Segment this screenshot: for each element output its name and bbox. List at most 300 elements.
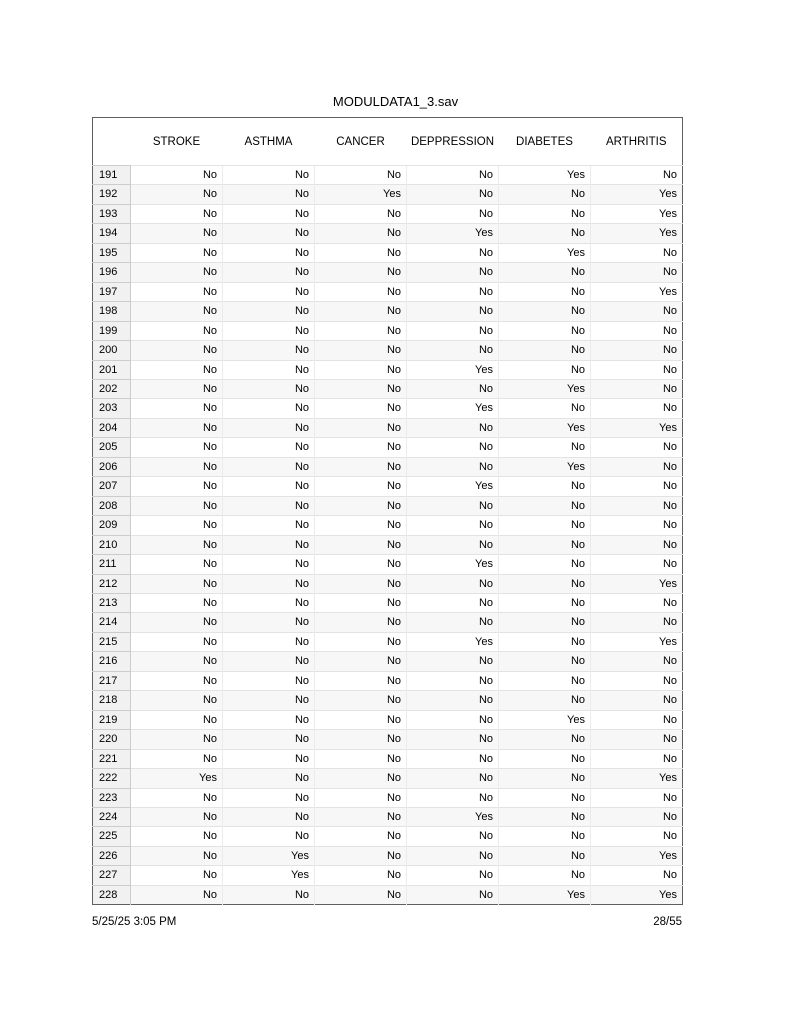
cell-value: No [223, 574, 315, 593]
cell-value: No [499, 613, 591, 632]
row-number: 198 [93, 302, 131, 321]
column-header-asthma: ASTHMA [223, 118, 315, 166]
table-row [93, 749, 683, 768]
table-row [93, 341, 683, 360]
cell-value: Yes [315, 185, 407, 204]
cell-value: No [499, 302, 591, 321]
row-number: 195 [93, 243, 131, 262]
row-number: 222 [93, 769, 131, 788]
cell-value: No [499, 769, 591, 788]
cell-value: No [223, 516, 315, 535]
cell-value: No [223, 807, 315, 826]
cell-value: No [315, 263, 407, 282]
cell-value: No [223, 632, 315, 651]
row-number: 199 [93, 321, 131, 340]
cell-value: No [223, 613, 315, 632]
cell-value: Yes [499, 243, 591, 262]
cell-value: No [223, 691, 315, 710]
cell-value: Yes [591, 282, 683, 301]
cell-value: No [223, 438, 315, 457]
cell-value: No [223, 827, 315, 846]
cell-value: No [131, 302, 223, 321]
cell-value: No [223, 788, 315, 807]
cell-value: No [131, 555, 223, 574]
cell-value: No [591, 243, 683, 262]
cell-value: No [315, 282, 407, 301]
cell-value: No [591, 613, 683, 632]
cell-value: No [315, 846, 407, 865]
cell-value: No [223, 341, 315, 360]
table-row [93, 496, 683, 515]
cell-value: No [131, 321, 223, 340]
cell-value: No [499, 516, 591, 535]
table-row [93, 438, 683, 457]
cell-value: Yes [499, 457, 591, 476]
table-row [93, 457, 683, 476]
cell-value: No [315, 885, 407, 904]
table-row [93, 846, 683, 865]
cell-value: No [591, 593, 683, 612]
cell-value: No [131, 827, 223, 846]
cell-value: No [131, 632, 223, 651]
cell-value: No [591, 866, 683, 885]
cell-value: No [407, 710, 499, 729]
row-number: 208 [93, 496, 131, 515]
cell-value: No [407, 827, 499, 846]
cell-value: No [131, 341, 223, 360]
table-row [93, 652, 683, 671]
table-row [93, 302, 683, 321]
row-number: 224 [93, 807, 131, 826]
cell-value: Yes [407, 399, 499, 418]
cell-value: Yes [591, 846, 683, 865]
cell-value: No [223, 243, 315, 262]
row-number: 212 [93, 574, 131, 593]
cell-value: No [315, 477, 407, 496]
cell-value: No [499, 477, 591, 496]
column-header-diabetes: DIABETES [499, 118, 591, 166]
cell-value: Yes [591, 204, 683, 223]
row-number: 225 [93, 827, 131, 846]
cell-value: No [131, 477, 223, 496]
cell-value: No [591, 477, 683, 496]
cell-value: No [131, 224, 223, 243]
cell-value: No [131, 438, 223, 457]
cell-value: No [499, 399, 591, 418]
cell-value: Yes [223, 846, 315, 865]
cell-value: No [591, 516, 683, 535]
table-row [93, 282, 683, 301]
cell-value: No [223, 166, 315, 185]
row-number: 193 [93, 204, 131, 223]
row-number: 209 [93, 516, 131, 535]
cell-value: No [591, 341, 683, 360]
cell-value: No [131, 243, 223, 262]
cell-value: No [223, 399, 315, 418]
table-row [93, 632, 683, 651]
cell-value: No [315, 652, 407, 671]
cell-value: No [591, 457, 683, 476]
row-number: 204 [93, 418, 131, 437]
cell-value: No [499, 749, 591, 768]
cell-value: No [131, 730, 223, 749]
cell-value: No [407, 263, 499, 282]
cell-value: No [407, 185, 499, 204]
cell-value: No [131, 399, 223, 418]
cell-value: No [315, 788, 407, 807]
cell-value: No [407, 788, 499, 807]
cell-value: No [407, 457, 499, 476]
cell-value: No [499, 263, 591, 282]
cell-value: No [131, 807, 223, 826]
cell-value: No [499, 535, 591, 554]
cell-value: No [407, 769, 499, 788]
cell-value: Yes [499, 379, 591, 398]
row-number: 223 [93, 788, 131, 807]
footer-timestamp: 5/25/25 3:05 PM [92, 916, 177, 928]
cell-value: No [131, 866, 223, 885]
cell-value: No [131, 166, 223, 185]
cell-value: No [315, 593, 407, 612]
cell-value: No [499, 652, 591, 671]
cell-value: Yes [223, 866, 315, 885]
cell-value: No [315, 807, 407, 826]
cell-value: No [591, 321, 683, 340]
cell-value: Yes [131, 769, 223, 788]
cell-value: No [407, 866, 499, 885]
cell-value: No [499, 788, 591, 807]
cell-value: No [315, 749, 407, 768]
cell-value: No [131, 613, 223, 632]
cell-value: No [591, 691, 683, 710]
row-number: 200 [93, 341, 131, 360]
cell-value: Yes [591, 632, 683, 651]
cell-value: No [591, 496, 683, 515]
cell-value: Yes [407, 360, 499, 379]
cell-value: No [591, 652, 683, 671]
table-row [93, 827, 683, 846]
cell-value: No [223, 885, 315, 904]
row-number: 203 [93, 399, 131, 418]
table-row [93, 574, 683, 593]
cell-value: No [499, 496, 591, 515]
cell-value: Yes [407, 477, 499, 496]
cell-value: No [315, 710, 407, 729]
table-row [93, 418, 683, 437]
cell-value: No [407, 243, 499, 262]
cell-value: No [131, 652, 223, 671]
cell-value: No [315, 438, 407, 457]
cell-value: No [591, 555, 683, 574]
cell-value: Yes [591, 574, 683, 593]
cell-value: No [131, 574, 223, 593]
row-number: 194 [93, 224, 131, 243]
cell-value: No [591, 263, 683, 282]
cell-value: No [131, 535, 223, 554]
header-row [93, 118, 683, 166]
cell-value: No [223, 593, 315, 612]
cell-value: No [315, 769, 407, 788]
cell-value: Yes [591, 185, 683, 204]
cell-value: No [131, 282, 223, 301]
table-row [93, 243, 683, 262]
cell-value: No [407, 496, 499, 515]
row-number: 201 [93, 360, 131, 379]
cell-value: No [407, 438, 499, 457]
cell-value: No [131, 788, 223, 807]
cell-value: No [499, 438, 591, 457]
cell-value: No [499, 807, 591, 826]
cell-value: No [591, 827, 683, 846]
cell-value: No [131, 749, 223, 768]
cell-value: No [591, 807, 683, 826]
row-number: 219 [93, 710, 131, 729]
cell-value: Yes [499, 418, 591, 437]
cell-value: No [499, 574, 591, 593]
cell-value: No [407, 593, 499, 612]
cell-value: No [407, 652, 499, 671]
cell-value: No [131, 516, 223, 535]
cell-value: No [499, 632, 591, 651]
cell-value: No [591, 379, 683, 398]
table-row [93, 360, 683, 379]
cell-value: Yes [591, 224, 683, 243]
cell-value: No [131, 360, 223, 379]
cell-value: No [315, 516, 407, 535]
cell-value: Yes [407, 224, 499, 243]
cell-value: No [223, 710, 315, 729]
table-row [93, 593, 683, 612]
row-number: 207 [93, 477, 131, 496]
cell-value: No [499, 204, 591, 223]
table-row [93, 788, 683, 807]
cell-value: No [591, 535, 683, 554]
cell-value: No [223, 769, 315, 788]
cell-value: No [315, 399, 407, 418]
cell-value: No [407, 885, 499, 904]
cell-value: No [131, 379, 223, 398]
column-header-stroke: STROKE [131, 118, 223, 166]
cell-value: No [315, 632, 407, 651]
cell-value: No [223, 496, 315, 515]
table-body [93, 166, 683, 905]
column-header-deppression: DEPPRESSION [407, 118, 499, 166]
row-number-column-header [93, 118, 131, 166]
cell-value: No [407, 846, 499, 865]
footer-page-number: 28/55 [653, 916, 682, 928]
table-row [93, 613, 683, 632]
cell-value: No [407, 321, 499, 340]
row-number: 226 [93, 846, 131, 865]
row-number: 218 [93, 691, 131, 710]
row-number: 206 [93, 457, 131, 476]
table-row [93, 185, 683, 204]
cell-value: No [315, 827, 407, 846]
cell-value: No [223, 204, 315, 223]
table-row [93, 555, 683, 574]
cell-value: No [315, 535, 407, 554]
cell-value: No [407, 379, 499, 398]
cell-value: No [407, 691, 499, 710]
cell-value: No [223, 321, 315, 340]
cell-value: No [591, 671, 683, 690]
row-number: 213 [93, 593, 131, 612]
cell-value: No [591, 730, 683, 749]
cell-value: No [499, 224, 591, 243]
data-table [92, 117, 683, 905]
table-row [93, 477, 683, 496]
cell-value: No [315, 730, 407, 749]
cell-value: No [499, 691, 591, 710]
table-row [93, 769, 683, 788]
cell-value: No [499, 360, 591, 379]
cell-value: Yes [499, 166, 591, 185]
cell-value: No [223, 185, 315, 204]
cell-value: Yes [499, 710, 591, 729]
cell-value: No [407, 341, 499, 360]
cell-value: No [591, 438, 683, 457]
cell-value: No [407, 749, 499, 768]
row-number: 205 [93, 438, 131, 457]
row-number: 192 [93, 185, 131, 204]
cell-value: No [591, 360, 683, 379]
table-row [93, 399, 683, 418]
cell-value: No [315, 418, 407, 437]
page-footer [92, 916, 682, 928]
row-number: 214 [93, 613, 131, 632]
cell-value: Yes [591, 885, 683, 904]
table-row [93, 204, 683, 223]
cell-value: No [591, 710, 683, 729]
cell-value: No [315, 166, 407, 185]
cell-value: No [407, 516, 499, 535]
row-number: 216 [93, 652, 131, 671]
cell-value: No [407, 302, 499, 321]
cell-value: No [131, 185, 223, 204]
cell-value: No [315, 555, 407, 574]
cell-value: No [131, 204, 223, 223]
cell-value: No [499, 555, 591, 574]
cell-value: No [223, 555, 315, 574]
cell-value: No [315, 321, 407, 340]
row-number: 220 [93, 730, 131, 749]
cell-value: No [499, 846, 591, 865]
cell-value: No [223, 652, 315, 671]
table-row [93, 321, 683, 340]
cell-value: No [499, 866, 591, 885]
row-number: 211 [93, 555, 131, 574]
cell-value: No [315, 613, 407, 632]
cell-value: No [315, 457, 407, 476]
cell-value: No [407, 671, 499, 690]
cell-value: No [499, 341, 591, 360]
cell-value: No [223, 360, 315, 379]
cell-value: No [223, 282, 315, 301]
cell-value: No [407, 204, 499, 223]
cell-value: No [315, 496, 407, 515]
table-row [93, 535, 683, 554]
row-number: 221 [93, 749, 131, 768]
cell-value: No [131, 885, 223, 904]
cell-value: No [407, 535, 499, 554]
table-row [93, 263, 683, 282]
table-row [93, 691, 683, 710]
row-number: 217 [93, 671, 131, 690]
cell-value: No [131, 496, 223, 515]
cell-value: No [223, 302, 315, 321]
cell-value: No [223, 535, 315, 554]
row-number: 191 [93, 166, 131, 185]
table-row [93, 866, 683, 885]
cell-value: No [315, 379, 407, 398]
cell-value: No [315, 360, 407, 379]
cell-value: No [407, 282, 499, 301]
cell-value: No [499, 730, 591, 749]
cell-value: No [131, 671, 223, 690]
cell-value: No [407, 418, 499, 437]
cell-value: Yes [591, 769, 683, 788]
row-number: 197 [93, 282, 131, 301]
row-number: 215 [93, 632, 131, 651]
cell-value: No [499, 671, 591, 690]
cell-value: No [315, 574, 407, 593]
cell-value: No [223, 379, 315, 398]
cell-value: No [499, 282, 591, 301]
table-row [93, 516, 683, 535]
cell-value: No [591, 302, 683, 321]
cell-value: No [315, 341, 407, 360]
cell-value: No [407, 574, 499, 593]
cell-value: Yes [591, 418, 683, 437]
row-number: 210 [93, 535, 131, 554]
table-row [93, 166, 683, 185]
table-row [93, 807, 683, 826]
cell-value: No [315, 243, 407, 262]
cell-value: No [223, 730, 315, 749]
cell-value: No [131, 418, 223, 437]
cell-value: No [315, 224, 407, 243]
cell-value: No [223, 671, 315, 690]
cell-value: No [499, 185, 591, 204]
cell-value: No [407, 730, 499, 749]
cell-value: No [223, 263, 315, 282]
table-row [93, 885, 683, 904]
cell-value: No [131, 263, 223, 282]
cell-value: No [131, 846, 223, 865]
cell-value: No [223, 418, 315, 437]
cell-value: No [131, 457, 223, 476]
cell-value: No [591, 749, 683, 768]
cell-value: No [499, 593, 591, 612]
column-header-arthritis: ARTHRITIS [591, 118, 683, 166]
cell-value: No [591, 399, 683, 418]
table-row [93, 671, 683, 690]
table-row [93, 379, 683, 398]
cell-value: No [407, 166, 499, 185]
table-row [93, 224, 683, 243]
cell-value: No [223, 457, 315, 476]
row-number: 202 [93, 379, 131, 398]
cell-value: Yes [407, 632, 499, 651]
row-number: 228 [93, 885, 131, 904]
cell-value: No [315, 691, 407, 710]
cell-value: No [591, 788, 683, 807]
row-number: 196 [93, 263, 131, 282]
table-row [93, 730, 683, 749]
column-header-cancer: CANCER [315, 118, 407, 166]
cell-value: No [315, 866, 407, 885]
cell-value: No [591, 166, 683, 185]
